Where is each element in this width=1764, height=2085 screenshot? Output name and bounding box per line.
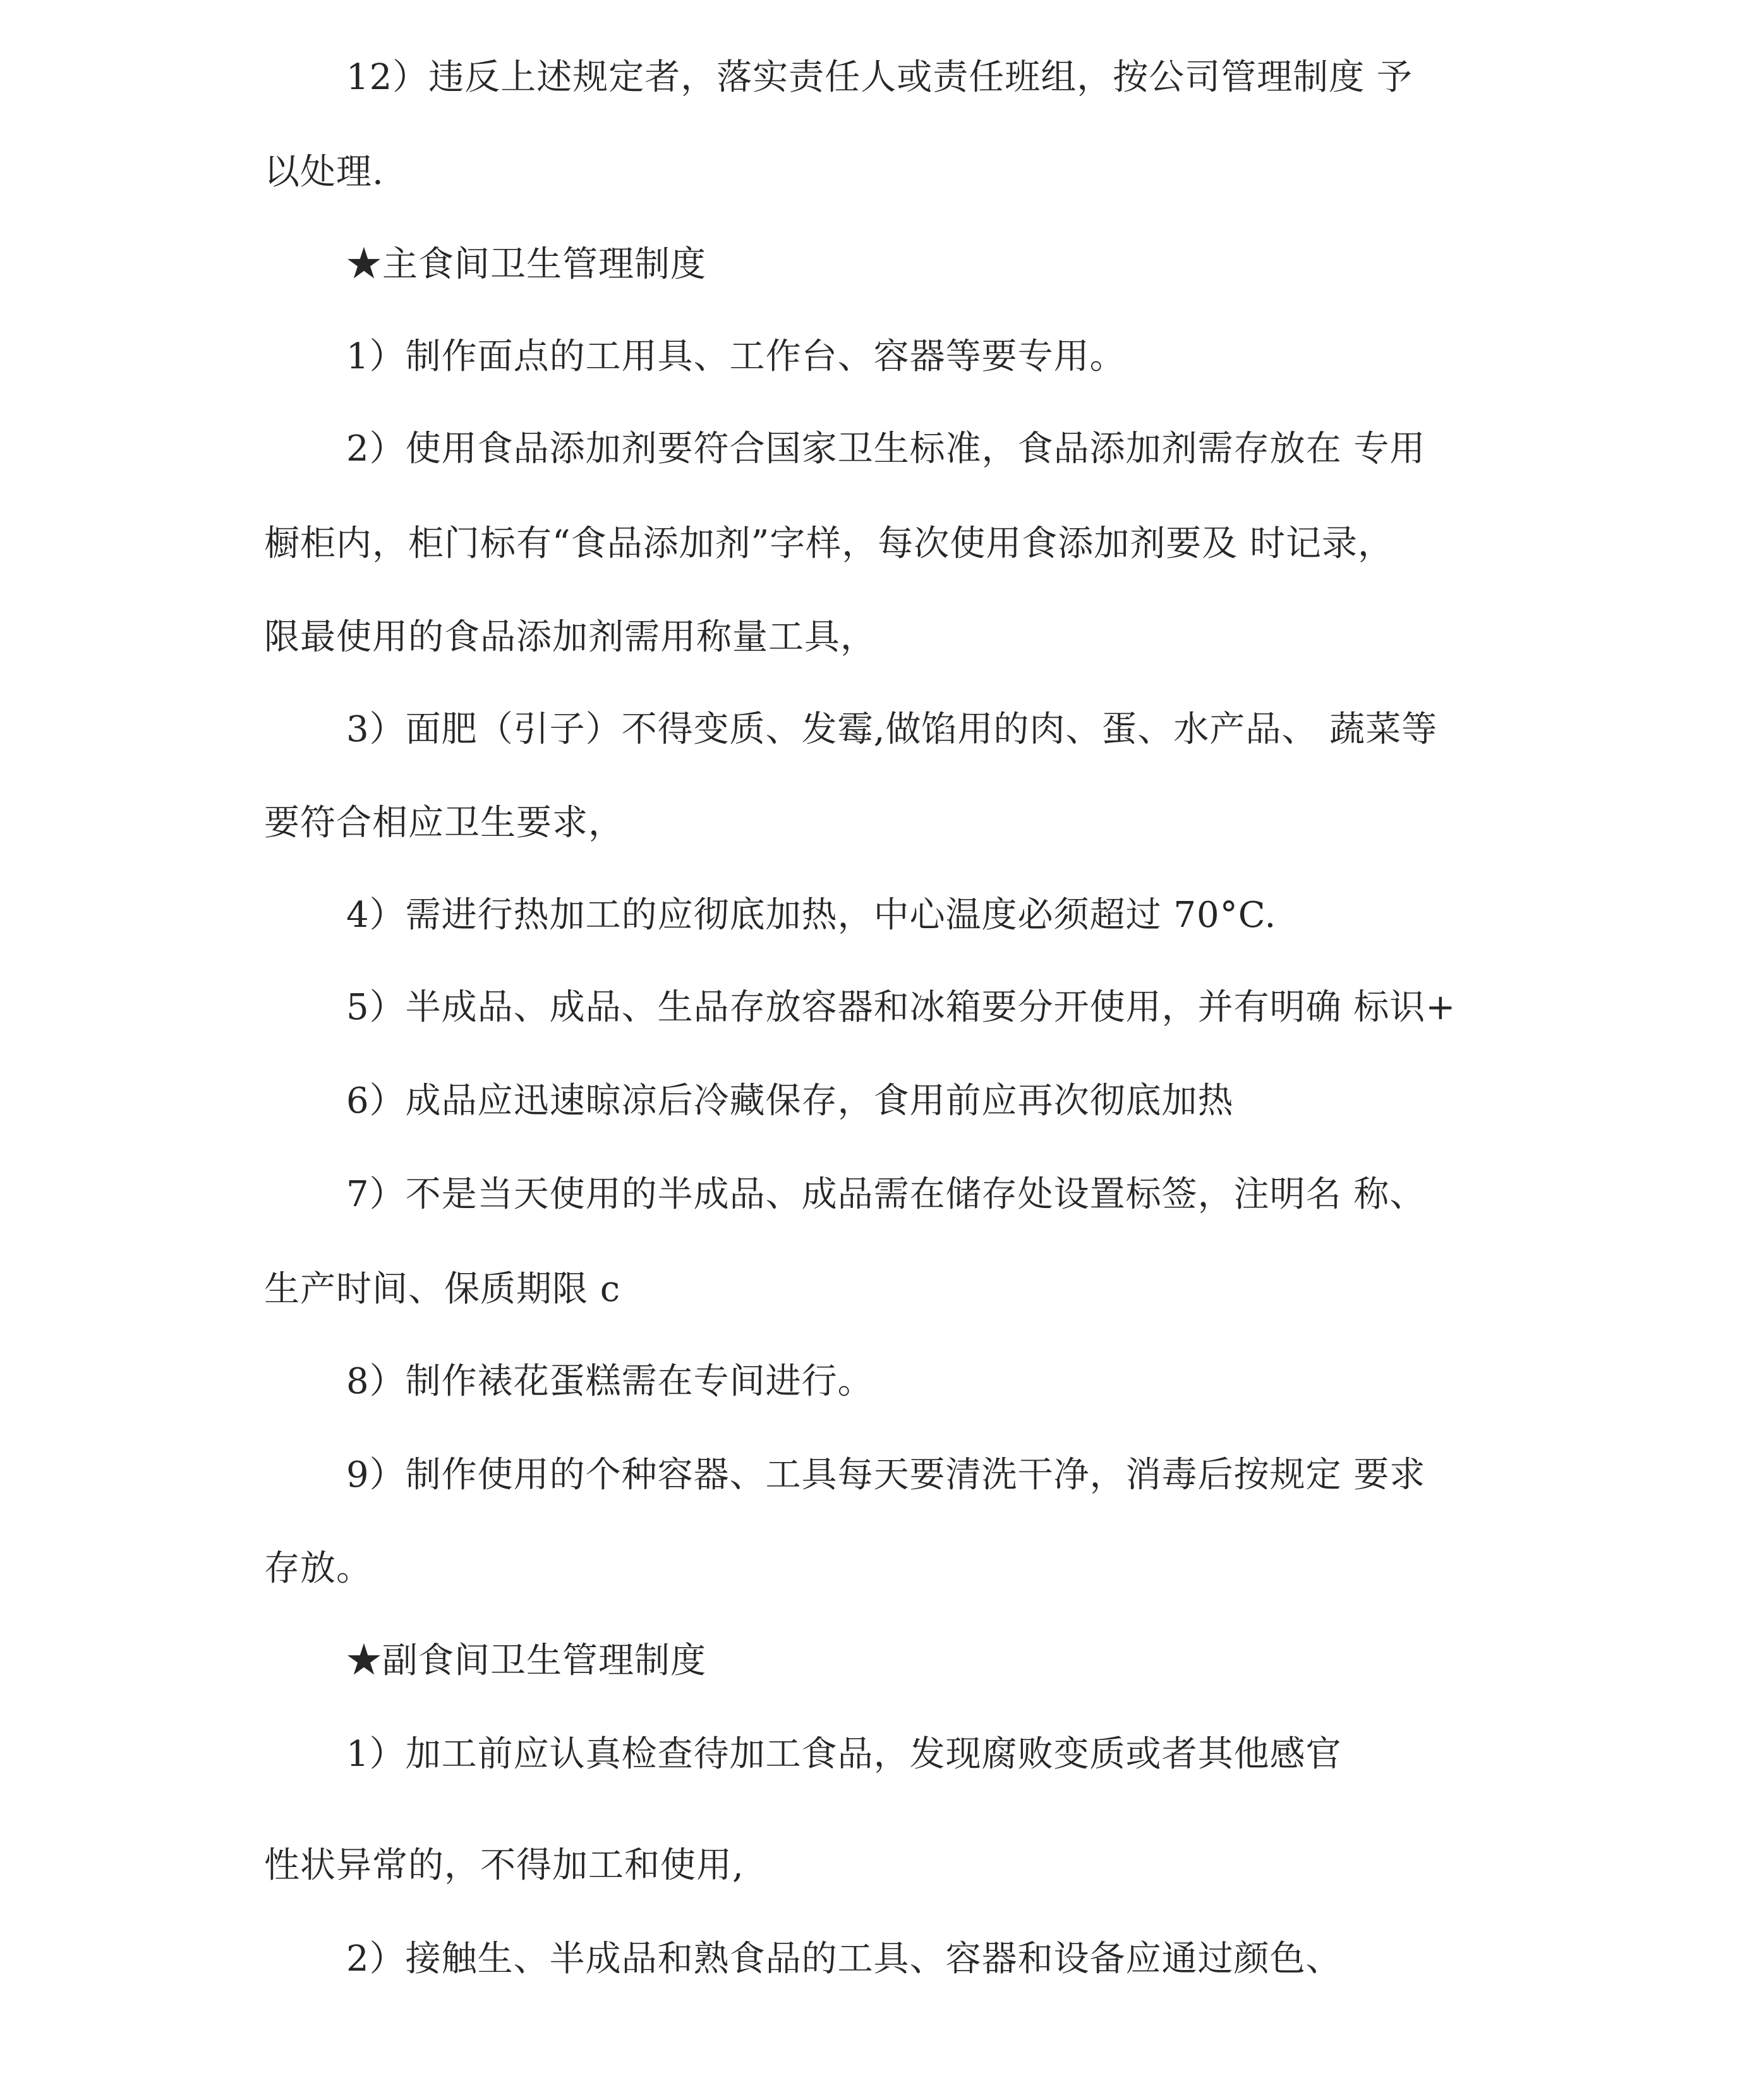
staple-rule-2-line-2: 橱柜内，柜门标有“食品添加剂”字样，每次使用食添加剂要及 时记录， <box>264 523 1394 564</box>
rule-12-line-2: 以处理. <box>264 152 384 193</box>
staple-rule-7-line-2: 生产时间、保质期限 c <box>264 1269 621 1310</box>
staple-rule-1: 1）制作面点的工用具、工作台、容器等要专用。 <box>346 336 1126 377</box>
staple-rule-2-line-3: 限最使用的食品添加剂需用称量工具， <box>264 617 876 658</box>
non-staple-rule-1-line-2: 性状异常的，不得加工和使用, <box>264 1845 744 1886</box>
non-staple-rule-1-line-1: 1）加工前应认真检查待加工食品，发现腐败变质或者其他感官 <box>346 1734 1342 1775</box>
staple-rule-7-line-1: 7）不是当天使用的半成品、成品需在储存处设置标签，注明名 称、 <box>346 1174 1426 1215</box>
staple-rule-4: 4）需进行热加工的应彻底加热，中心温度必须超过 70°C. <box>346 895 1277 936</box>
staple-rule-3-line-2: 要符合相应卫生要求， <box>264 802 624 843</box>
non-staple-rule-2-line-1: 2）接触生、半成品和熟食品的工具、容器和设备应通过颜色、 <box>346 1938 1342 1979</box>
rule-12-line-1: 12）违反上述规定者，落实责任人或责任班组，按公司管理制度 予 <box>346 57 1413 98</box>
staple-rule-6: 6）成品应迅速晾凉后冷藏保存，食用前应再次彻底加热 <box>346 1080 1234 1121</box>
staple-rule-2-line-1: 2）使用食品添加剂要符合国家卫生标准，食品添加剂需存放在 专用 <box>346 428 1426 469</box>
staple-rule-9-line-2: 存放。 <box>264 1548 372 1589</box>
section-heading-staple-food-room: ★主食间卫生管理制度 <box>346 244 706 285</box>
staple-rule-5: 5）半成品、成品、生品存放容器和冰箱要分开使用，并有明确 标识+ <box>346 987 1456 1028</box>
section-heading-non-staple-food-room: ★副食间卫生管理制度 <box>346 1640 706 1681</box>
staple-rule-9-line-1: 9）制作使用的个种容器、工具每天要清洗干净，消毒后按规定 要求 <box>346 1454 1426 1496</box>
staple-rule-8: 8）制作裱花蛋糕需在专间进行。 <box>346 1361 874 1402</box>
staple-rule-3-line-1: 3）面肥（引子）不得变质、发霉,做馅用的肉、蛋、水产品、 蔬菜等 <box>346 709 1438 750</box>
